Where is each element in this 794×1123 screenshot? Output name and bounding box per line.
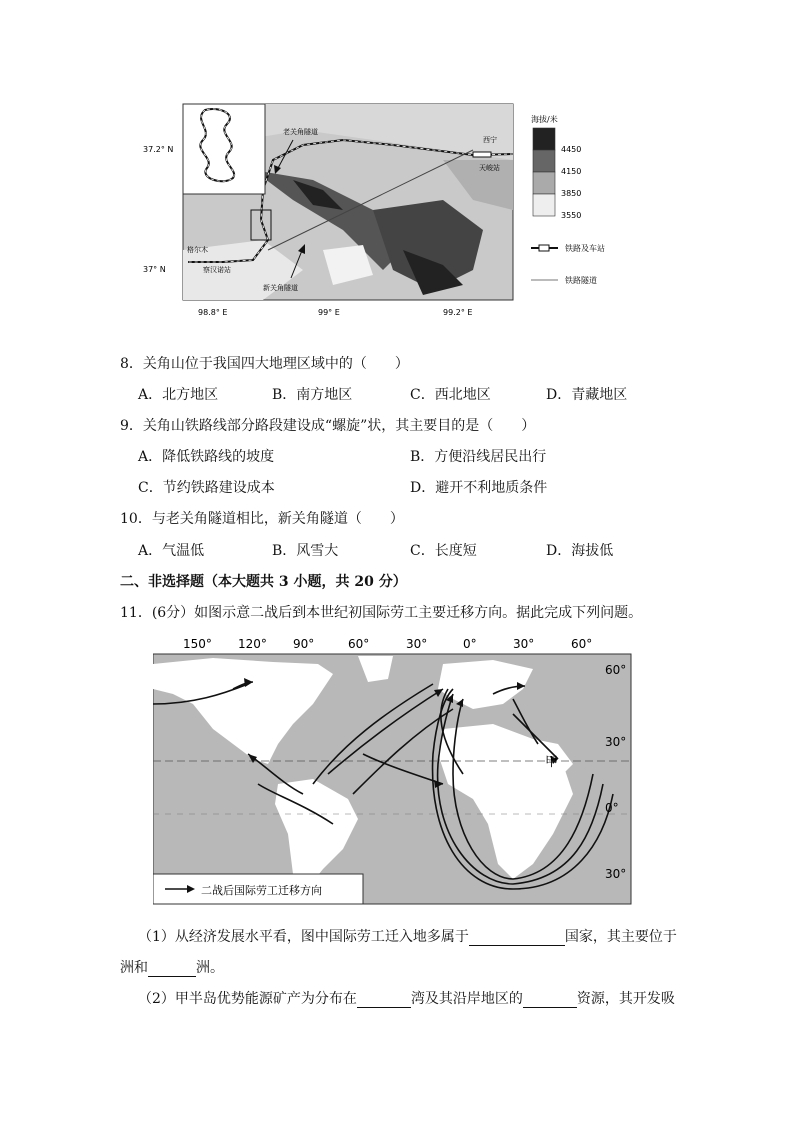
label-old-tunnel: 老关角隧道 xyxy=(283,128,318,136)
lon-label-5: 30° xyxy=(406,637,428,651)
question-9-stem: 9．关角山铁路线部分路段建设成“螺旋”状，其主要目的是（ ） xyxy=(120,418,536,434)
question-9-option-b: B．方便沿线居民出行 xyxy=(410,449,547,465)
question-10-option-b: B．风雪大 xyxy=(272,543,339,559)
map2-legend: 二战后国际劳工迁移方向 xyxy=(201,884,322,897)
q11-p2-text-b: 湾及其沿岸地区的 xyxy=(410,991,523,1007)
legend-level-3: 3850 xyxy=(561,189,582,198)
lon-right: 99.2° E xyxy=(443,308,473,317)
question-11-part-1-line-2 xyxy=(120,957,224,977)
lat-bottom: 37° N xyxy=(143,265,166,274)
question-8-option-b: B．南方地区 xyxy=(272,387,353,403)
question-10-option-c: C．长度短 xyxy=(410,543,477,559)
lat-label-3: 0° xyxy=(605,801,619,815)
guanjiao-terrain-map xyxy=(143,100,625,332)
question-8-option-d: D．青藏地区 xyxy=(546,387,628,403)
answer-blank-2[interactable] xyxy=(148,962,196,977)
lon-label-3: 90° xyxy=(293,637,315,651)
label-golmud: 格尔木 xyxy=(187,246,208,254)
question-11-stem: 11．(6分）如图示意二战后到本世纪初国际劳工主要迁移方向。据此完成下列问题。 xyxy=(120,605,643,621)
lat-label-2: 30° xyxy=(605,735,627,749)
question-9-option-d: D．避开不利地质条件 xyxy=(410,480,548,496)
lon-label-8: 60° xyxy=(571,637,593,651)
q11-p1-text-c: 洲和 xyxy=(120,960,148,976)
question-9-option-a: A．降低铁路线的坡度 xyxy=(138,449,275,465)
label-jia: 甲 xyxy=(545,755,559,770)
question-8-option-a: A．北方地区 xyxy=(138,387,219,403)
lon-label-6: 0° xyxy=(463,637,477,651)
q11-p1-text-b: 国家，其主要位于 xyxy=(564,929,677,945)
section-heading: 二、非选择题（本大题共 3 小题，共 20 分） xyxy=(120,574,407,590)
answer-blank-1[interactable] xyxy=(469,931,565,946)
lat-label-1: 60° xyxy=(605,663,627,677)
question-10-stem: 10．与老关角隧道相比，新关角隧道（ ） xyxy=(120,511,404,527)
q11-p1-text-a: （1）从经济发展水平看，图中国际劳工迁入地多属于 xyxy=(138,929,469,945)
label-spiral: 螺旋状铁路 xyxy=(185,182,220,190)
question-8-option-c: C．西北地区 xyxy=(410,387,491,403)
question-9-option-c: C．节约铁路建设成本 xyxy=(138,480,275,496)
question-11-part-1-line-1 xyxy=(138,926,677,946)
lon-label-2: 120° xyxy=(238,637,267,651)
lat-label-4: 30° xyxy=(605,867,627,881)
label-tianjun: 天峻站 xyxy=(479,164,500,172)
lon-label-1: 150° xyxy=(183,637,212,651)
legend-level-1: 4450 xyxy=(561,145,582,154)
legend-tunnel: 铁路隧道 xyxy=(565,276,597,285)
legend-level-4: 3550 xyxy=(561,211,582,220)
legend-title: 海拔/米 xyxy=(531,115,558,124)
q11-p2-text-a: （2）甲半岛优势能源矿产为分布在 xyxy=(138,991,357,1007)
question-11-part-2-line-1 xyxy=(138,988,675,1008)
labor-migration-map xyxy=(153,634,633,910)
q11-p1-text-d: 洲。 xyxy=(196,960,224,976)
lon-mid: 99° E xyxy=(318,308,340,317)
answer-blank-4[interactable] xyxy=(523,993,577,1008)
lon-label-7: 30° xyxy=(513,637,535,651)
label-xining: 西宁 xyxy=(483,136,497,144)
question-10-option-a: A．气温低 xyxy=(138,543,205,559)
legend-level-2: 4150 xyxy=(561,167,582,176)
question-8-stem: 8．关角山位于我国四大地理区域中的（ ） xyxy=(120,356,409,372)
lon-label-4: 60° xyxy=(348,637,370,651)
label-new-tunnel: 新关角隧道 xyxy=(263,284,298,292)
answer-blank-3[interactable] xyxy=(357,993,411,1008)
question-10-option-d: D．海拔低 xyxy=(546,543,614,559)
q11-p2-text-c: 资源，其开发吸 xyxy=(576,991,675,1007)
lon-left: 98.8° E xyxy=(198,308,228,317)
legend-rail: 铁路及车站 xyxy=(565,244,605,253)
lat-top: 37.2° N xyxy=(143,145,174,154)
label-chahannuo: 察汉诺站 xyxy=(203,266,231,274)
